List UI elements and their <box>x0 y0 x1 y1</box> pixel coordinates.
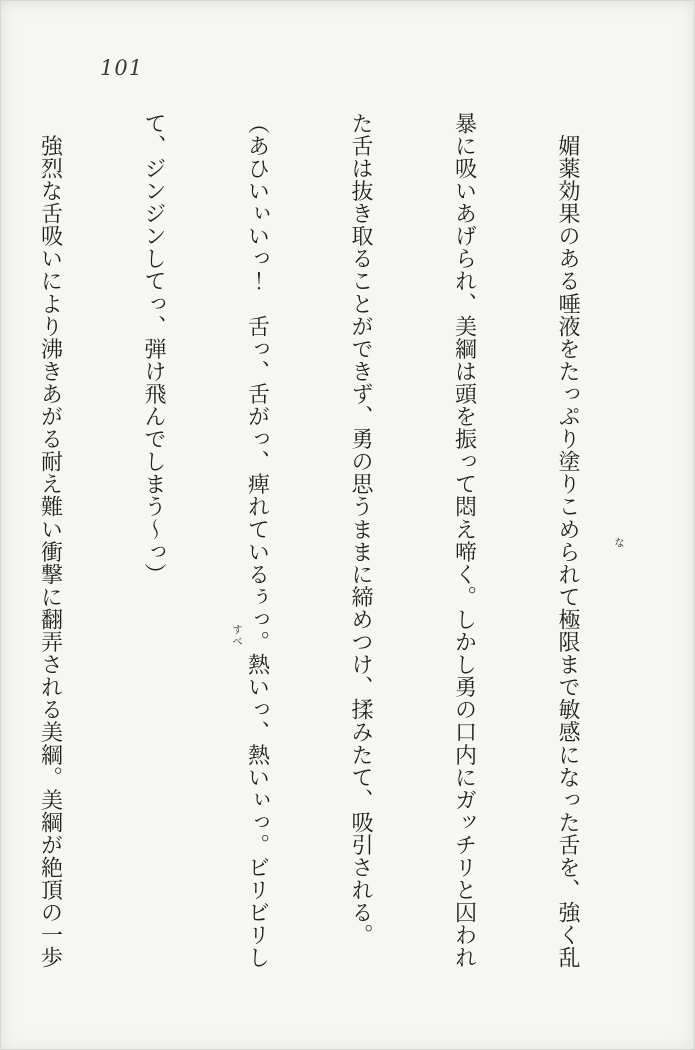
text-column-4: （あひいぃいっ！ 舌っ、舌がっ、痺れているぅっ。熱いっ、熱いぃっ。ビリビリし <box>244 112 270 969</box>
text-column-3: た舌は抜き取ることができず、勇の思うままに締めつけ、揉みたて、吸引される。 <box>348 112 373 947</box>
text-column-1: 媚薬効果のある唾液をたっぷり塗りこめられて極限まで敏感になった舌を、強く乱 <box>555 112 580 969</box>
furigana-sube: すべ <box>231 624 243 647</box>
furigana-na: な <box>613 537 625 549</box>
text-column-6: 強烈な舌吸いにより沸きあがる耐え難い衝撃に翻弄される美綱。美綱が絶頂の一歩 <box>37 112 63 969</box>
text-column-2: 暴に吸いあげられ、美綱は頭を振って悶え啼く。しかし勇の口内にガッチリと囚われ <box>451 112 477 969</box>
text-column-5: て、ジンジンしてっ、弾け飛んでしまう〜っ） <box>141 112 166 586</box>
body-text <box>0 112 653 984</box>
page-number: 101 <box>100 56 144 80</box>
